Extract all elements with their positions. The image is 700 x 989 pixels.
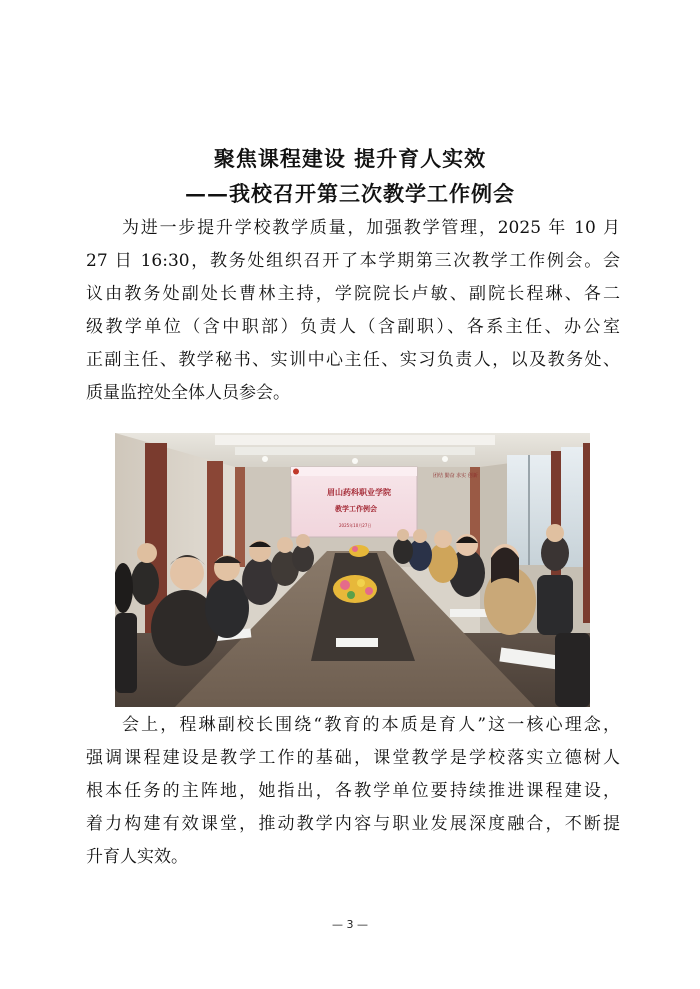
- paragraph-2: [86, 709, 620, 874]
- paragraph-line: 质量监控处全体人员参会。: [86, 383, 290, 403]
- meeting-photo: [115, 433, 590, 707]
- paragraph-line: 会上，程琳副校长围绕“教育的本质是育人”这一核心理念，: [122, 715, 620, 735]
- page-number: — 3 —: [332, 918, 368, 931]
- document-subtitle: ——我校召开第三次教学工作例会: [185, 181, 515, 206]
- paragraph-line: 强调课程建设是教学工作的基础，课堂教学是学校落实立德树人: [86, 748, 620, 768]
- paragraph-line: 根本任务的主阵地，她指出，各教学单位要持续推进课程建设，: [86, 781, 620, 801]
- screen-date: 2025年10月27日: [339, 523, 372, 528]
- document-title: 聚焦课程建设 提升育人实效: [213, 146, 487, 171]
- paragraph-line: 议由教务处副处长曹林主持，学院院长卢敏、副院长程琳、各二: [86, 284, 620, 304]
- paragraph-line: 正副主任、教学秘书、实训中心主任、实习负责人，以及教务处、: [86, 350, 620, 370]
- wall-banner: 团结 勤奋 求实 创新: [433, 473, 478, 479]
- paragraph-line: 27 日 16:30，教务处组织召开了本学期第三次教学工作例会。会: [86, 251, 620, 271]
- paragraph-line: 为进一步提升学校教学质量，加强教学管理，2025 年 10 月: [122, 218, 620, 238]
- paragraph-line: 级教学单位（含中职部）负责人（含副职）、各系主任、办公室: [86, 317, 620, 337]
- paragraph-line: 升育人实效。: [86, 847, 188, 867]
- screen-line2: 教学工作例会: [335, 505, 377, 513]
- paragraph-line: 着力构建有效课堂，推动教学内容与职业发展深度融合，不断提: [86, 814, 620, 834]
- screen-line1: 眉山药科职业学院: [327, 488, 391, 497]
- paragraph-1: [86, 212, 620, 410]
